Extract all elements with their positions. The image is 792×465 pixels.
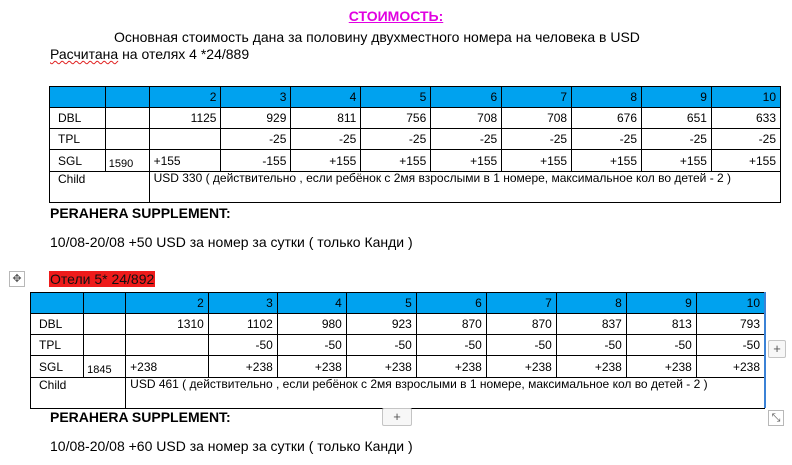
table-move-handle-icon[interactable]: ✥ — [9, 271, 25, 287]
table-row-sgl — [50, 150, 781, 172]
section-heading — [49, 271, 155, 289]
header-cell[interactable]: 5 — [361, 87, 431, 108]
table-cell[interactable]: 1590 — [105, 150, 149, 172]
table-cell[interactable] — [105, 129, 149, 150]
row-label[interactable]: DBL — [50, 108, 106, 129]
header-cell[interactable]: 10 — [711, 87, 780, 108]
header-cell[interactable] — [50, 87, 106, 108]
table-cell[interactable]: -25 — [361, 129, 431, 150]
table-cell[interactable]: 1845 — [84, 356, 126, 378]
price-table-4star[interactable] — [49, 86, 781, 203]
table-header-row — [31, 293, 765, 314]
header-cell[interactable]: 7 — [486, 293, 556, 314]
table-cell[interactable]: -25 — [502, 129, 572, 150]
table-row-child — [31, 378, 765, 409]
table-cell[interactable]: 870 — [486, 314, 556, 335]
table-cell[interactable] — [84, 335, 126, 356]
table-cell[interactable]: +155 — [431, 150, 502, 172]
table-cell[interactable]: -155 — [221, 150, 291, 172]
table-cell[interactable]: 1102 — [208, 314, 277, 335]
table-cell[interactable]: 923 — [346, 314, 416, 335]
table-cell[interactable]: 651 — [642, 108, 712, 129]
table-cell[interactable]: 708 — [502, 108, 572, 129]
header-cell[interactable]: 3 — [208, 293, 277, 314]
child-price-cell[interactable]: USD 330 ( действительно , если ребёнок с 2мя взрослыми в 1 номере, максимальное кол во детей - 2 ) — [149, 172, 780, 203]
table-cell[interactable]: +238 — [416, 356, 486, 378]
header-cell[interactable]: 9 — [642, 87, 712, 108]
table-cell[interactable]: 793 — [696, 314, 764, 335]
header-cell[interactable]: 8 — [572, 87, 642, 108]
intro-line-1: Основная стоимость дана за половину двухместного номера на человека в USD — [114, 29, 640, 45]
add-column-button[interactable]: + — [768, 340, 786, 358]
table-row-dbl — [50, 108, 781, 129]
supplement-title: PERAHERA SUPPLEMENT: — [50, 409, 231, 425]
table-cell[interactable]: -50 — [696, 335, 764, 356]
table-cell[interactable]: -50 — [277, 335, 346, 356]
table-cell[interactable]: 633 — [711, 108, 780, 129]
table-cell[interactable]: +238 — [126, 356, 209, 378]
row-label[interactable]: DBL — [31, 314, 84, 335]
table-cell[interactable]: +238 — [277, 356, 346, 378]
table-cell[interactable]: 811 — [291, 108, 361, 129]
table-cell[interactable]: -50 — [556, 335, 626, 356]
table-cell[interactable]: +238 — [696, 356, 764, 378]
table-cell[interactable]: -25 — [291, 129, 361, 150]
header-cell[interactable]: 7 — [502, 87, 572, 108]
table-cell[interactable] — [149, 129, 221, 150]
table-cell[interactable]: 756 — [361, 108, 431, 129]
table-resize-handle-icon[interactable]: ⤡ — [768, 410, 784, 426]
table-cell[interactable]: -25 — [711, 129, 780, 150]
table-cell[interactable]: 1310 — [126, 314, 209, 335]
supplement-text: 10/08-20/08 +50 USD за номер за сутки ( только Канди ) — [50, 234, 413, 250]
intro-line-2-rest: на отелях 4 *24/889 — [118, 46, 250, 62]
header-cell[interactable]: 4 — [291, 87, 361, 108]
table-cell[interactable]: 1125 — [149, 108, 221, 129]
table-cell[interactable]: -25 — [642, 129, 712, 150]
table-cell[interactable]: -50 — [208, 335, 277, 356]
header-cell[interactable]: 6 — [431, 87, 502, 108]
header-cell[interactable] — [31, 293, 84, 314]
table-cell[interactable]: -50 — [416, 335, 486, 356]
table-cell[interactable]: +238 — [346, 356, 416, 378]
table-cell[interactable]: 980 — [277, 314, 346, 335]
page-title: СТОИМОСТЬ: — [348, 8, 444, 24]
header-cell[interactable] — [105, 87, 149, 108]
row-label[interactable]: Child — [31, 378, 126, 409]
supplement-text: 10/08-20/08 +60 USD за номер за сутки ( только Канди ) — [50, 438, 413, 454]
table-cell[interactable]: 708 — [431, 108, 502, 129]
table-selection-border — [764, 292, 766, 408]
row-label[interactable]: TPL — [31, 335, 84, 356]
row-label[interactable]: SGL — [31, 356, 84, 378]
table-row-tpl — [31, 335, 765, 356]
header-cell[interactable]: 2 — [149, 87, 221, 108]
row-label[interactable]: TPL — [50, 129, 106, 150]
table-cell[interactable]: -50 — [346, 335, 416, 356]
table-cell[interactable]: -50 — [486, 335, 556, 356]
table-cell[interactable] — [126, 335, 209, 356]
table-cell[interactable]: -25 — [572, 129, 642, 150]
table-header-row — [50, 87, 781, 108]
header-cell[interactable] — [84, 293, 126, 314]
table-cell[interactable]: 676 — [572, 108, 642, 129]
table-cell[interactable]: +155 — [291, 150, 361, 172]
add-row-button[interactable]: + — [382, 408, 412, 426]
highlighted-heading: Отели 5* 24/892 — [50, 271, 155, 287]
table-cell[interactable]: +155 — [502, 150, 572, 172]
table-cell[interactable]: -50 — [626, 335, 696, 356]
table-cell[interactable]: 929 — [221, 108, 291, 129]
table-cell[interactable]: -25 — [221, 129, 291, 150]
row-label[interactable]: Child — [50, 172, 150, 203]
table-cell[interactable] — [84, 314, 126, 335]
table-cell[interactable]: +155 — [149, 150, 221, 172]
child-price-cell[interactable]: USD 461 ( действительно , если ребёнок с 2мя взрослыми в 1 номере, максимальное кол во детей - 2 ) — [126, 378, 765, 409]
price-table-5star[interactable] — [30, 292, 765, 409]
table-row-child — [50, 172, 781, 203]
table-cell[interactable]: +155 — [572, 150, 642, 172]
table-row-dbl — [31, 314, 765, 335]
table-cell[interactable]: +238 — [486, 356, 556, 378]
table-cell[interactable]: +155 — [711, 150, 780, 172]
table-cell[interactable]: 837 — [556, 314, 626, 335]
table-cell[interactable] — [105, 108, 149, 129]
table-cell[interactable]: 870 — [416, 314, 486, 335]
header-cell[interactable]: 8 — [556, 293, 626, 314]
table-row-tpl — [50, 129, 781, 150]
header-cell[interactable]: 10 — [696, 293, 764, 314]
header-cell[interactable]: 9 — [626, 293, 696, 314]
table-row-sgl — [31, 356, 765, 378]
row-label[interactable]: SGL — [50, 150, 106, 172]
header-cell[interactable]: 3 — [221, 87, 291, 108]
header-cell[interactable]: 2 — [126, 293, 209, 314]
table-cell[interactable]: +238 — [208, 356, 277, 378]
header-cell[interactable]: 5 — [346, 293, 416, 314]
supplement-title: PERAHERA SUPPLEMENT: — [50, 205, 231, 221]
header-cell[interactable]: 4 — [277, 293, 346, 314]
table-cell[interactable]: +155 — [642, 150, 712, 172]
spellcheck-word: Расчитана — [50, 46, 119, 62]
table-cell[interactable]: -25 — [431, 129, 502, 150]
intro-line-2 — [50, 46, 249, 62]
table-cell[interactable]: +155 — [361, 150, 431, 172]
header-cell[interactable]: 6 — [416, 293, 486, 314]
table-cell[interactable]: +238 — [626, 356, 696, 378]
table-cell[interactable]: 813 — [626, 314, 696, 335]
table-cell[interactable]: +238 — [556, 356, 626, 378]
